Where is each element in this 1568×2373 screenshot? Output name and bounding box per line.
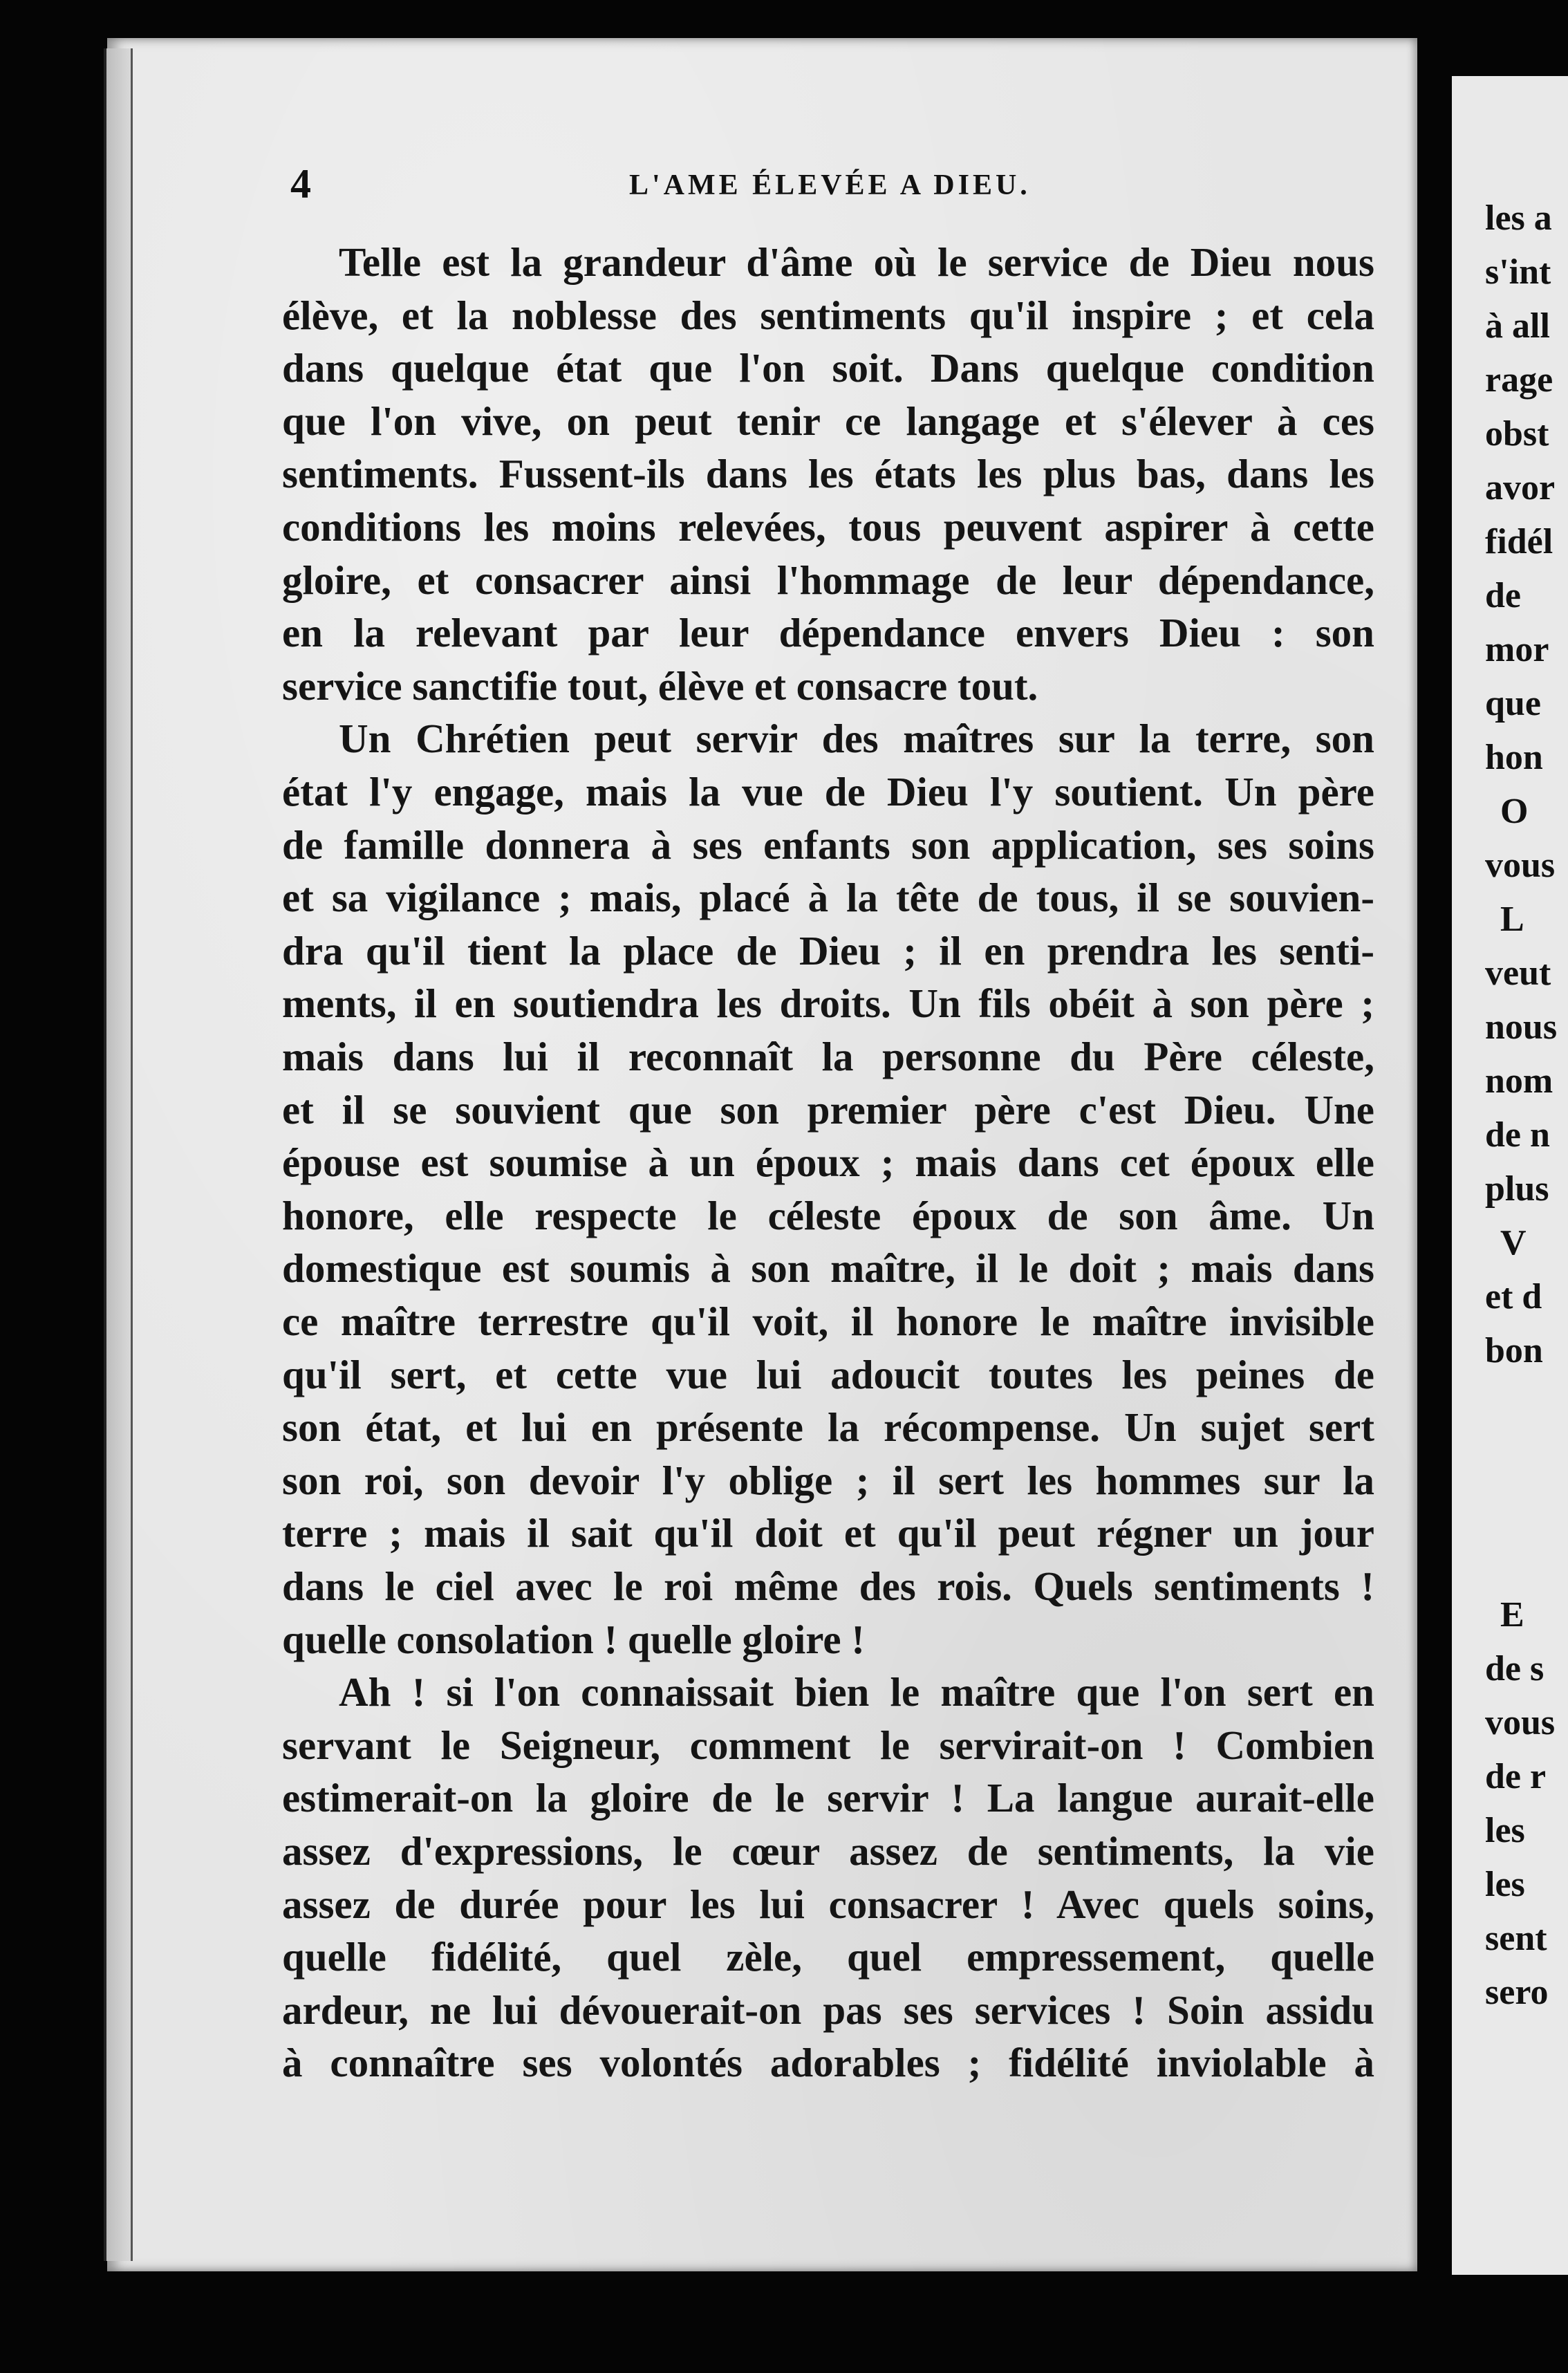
text-line: dans quelque état que l'on soit. Dans quelque condition [282, 345, 1374, 391]
text-line: épouse est soumise à un époux ; mais dans cet époux elle [282, 1139, 1374, 1185]
page-number: 4 [290, 161, 311, 207]
adjacent-page-fragment: veut [1485, 953, 1551, 993]
text-line: en la relevant par leur dépendance envers Dieu : son [282, 610, 1374, 655]
text-line: que l'on vive, on peut tenir ce langage et s'élever à ces [282, 398, 1374, 444]
text-line: ce maître terrestre qu'il voit, il honore le maître invisible [282, 1299, 1374, 1344]
adjacent-page-fragment: plus [1485, 1169, 1549, 1209]
text-line: quelle consolation ! quelle gloire ! [282, 1617, 865, 1662]
text-line: Un Chrétien peut servir des maîtres sur la terre, son [339, 716, 1374, 761]
text-line: de famille donnera à ses enfants son application, ses soins [282, 822, 1374, 868]
adjacent-page-fragment: de [1485, 576, 1521, 615]
adjacent-page-fragment: et d [1485, 1277, 1542, 1316]
adjacent-page-fragment: sero [1485, 1973, 1549, 2012]
adjacent-page-fragment: bon [1485, 1331, 1543, 1370]
adjacent-page-fragment: de n [1485, 1115, 1550, 1155]
text-line: son état, et lui en présente la récompense. Un sujet sert [282, 1404, 1374, 1450]
adjacent-page-fragment: L [1500, 900, 1524, 939]
text-line: mais dans lui il reconnaît la personne du Père céleste, [282, 1034, 1374, 1079]
adjacent-page-fragment: O [1500, 792, 1529, 831]
text-line: élève, et la noblesse des sentiments qu'il inspire ; et cela [282, 292, 1374, 338]
adjacent-page-fragment: de s [1485, 1649, 1544, 1688]
text-line: son roi, son devoir l'y oblige ; il sert les hommes sur la [282, 1458, 1374, 1503]
text-line: et sa vigilance ; mais, placé à la tête de tous, il se souvien- [282, 875, 1374, 920]
text-line: service sanctifie tout, élève et consacre tout. [282, 663, 1038, 709]
adjacent-page-fragment: V [1500, 1223, 1527, 1263]
adjacent-page-fragment: E [1500, 1595, 1524, 1635]
text-line: conditions les moins relevées, tous peuvent aspirer à cette [282, 504, 1374, 550]
adjacent-page-fragment: rage [1485, 360, 1553, 400]
adjacent-page-fragment: vous [1485, 1703, 1556, 1742]
adjacent-page-fragment: les a [1485, 198, 1552, 238]
text-line: sentiments. Fussent-ils dans les états les plus bas, dans les [282, 451, 1374, 496]
text-line: Ah ! si l'on connaissait bien le maître que l'on sert en [339, 1669, 1374, 1715]
adjacent-page-fragment: vous [1485, 846, 1556, 885]
text-line: ments, il en soutiendra les droits. Un fils obéit à son père ; [282, 980, 1374, 1026]
text-line: et il se souvient que son premier père c'est Dieu. Une [282, 1087, 1374, 1133]
adjacent-page-fragment: obst [1485, 414, 1549, 454]
adjacent-page-fragment: sent [1485, 1919, 1547, 1958]
text-line: dans le ciel avec le roi même des rois. Quels sentiments ! [282, 1563, 1374, 1609]
text-line: estimerait-on la gloire de le servir ! La langue aurait-elle [282, 1775, 1374, 1821]
adjacent-page [1452, 76, 1568, 2275]
adjacent-page-fragment: les [1485, 1865, 1525, 1904]
adjacent-page-fragment: nous [1485, 1007, 1558, 1047]
adjacent-page-fragment: nom [1485, 1061, 1553, 1101]
adjacent-page-fragment: s'int [1485, 252, 1551, 292]
text-line: quelle fidélité, quel zèle, quel empressement, quelle [282, 1934, 1374, 1980]
text-line: assez de durée pour les lui consacrer ! Avec quels soins, [282, 1881, 1374, 1927]
text-line: ardeur, ne lui dévouerait-on pas ses services ! Soin assidu [282, 1987, 1374, 2033]
text-line: à connaître ses volontés adorables ; fidélité inviolable à [282, 2040, 1374, 2085]
page-binding-edge [104, 48, 133, 2261]
text-line: gloire, et consacrer ainsi l'hommage de leur dépendance, [282, 557, 1374, 603]
text-line: terre ; mais il sait qu'il doit et qu'il peut régner un jour [282, 1510, 1374, 1556]
page-header [290, 160, 1438, 209]
adjacent-page-fragment: à all [1485, 306, 1550, 346]
adjacent-page-fragment: que [1485, 684, 1541, 723]
adjacent-page-fragment: les [1485, 1811, 1525, 1850]
adjacent-page-fragment: hon [1485, 738, 1543, 777]
text-line: assez d'expressions, le cœur assez de sentiments, la vie [282, 1828, 1374, 1874]
running-title: L'AME ÉLEVÉE A DIEU. [629, 169, 1031, 201]
text-line: qu'il sert, et cette vue lui adoucit toutes les peines de [282, 1352, 1374, 1397]
text-line: domestique est soumis à son maître, il le doit ; mais dans [282, 1245, 1374, 1291]
text-line: Telle est la grandeur d'âme où le service de Dieu nous [339, 239, 1374, 285]
text-line: dra qu'il tient la place de Dieu ; il en prendra les senti- [282, 928, 1374, 974]
adjacent-page-fragment: fidél [1485, 522, 1553, 561]
text-line: état l'y engage, mais la vue de Dieu l'y soutient. Un père [282, 769, 1374, 815]
adjacent-page-fragment: avor [1485, 468, 1556, 508]
text-line: honore, elle respecte le céleste époux de son âme. Un [282, 1193, 1374, 1238]
text-line: servant le Seigneur, comment le servirait-on ! Combien [282, 1722, 1374, 1768]
adjacent-page-fragment: mor [1485, 630, 1549, 669]
adjacent-page-fragment: de r [1485, 1757, 1547, 1796]
